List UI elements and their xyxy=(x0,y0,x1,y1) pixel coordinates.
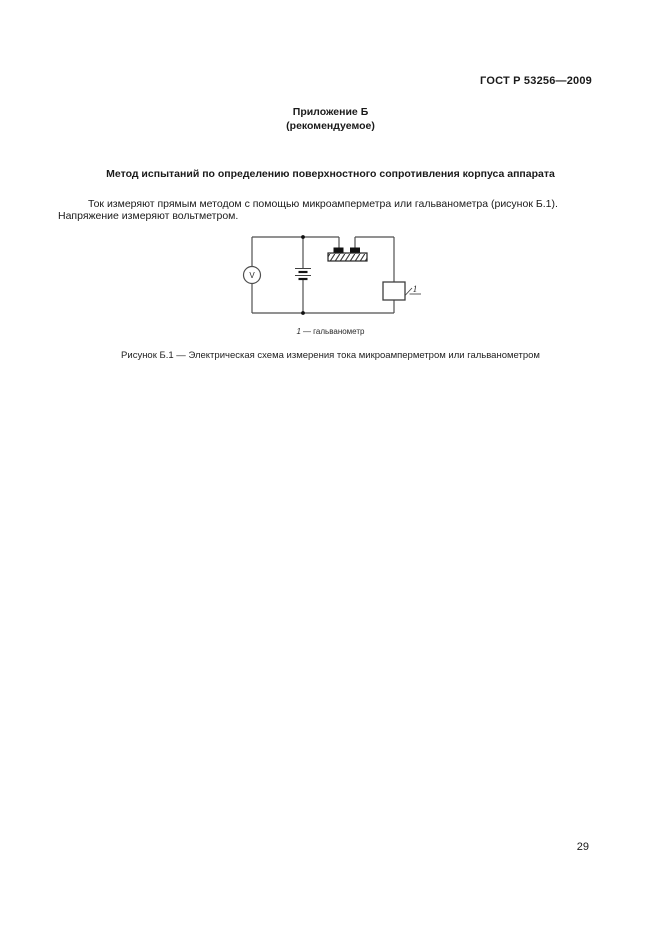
circuit-diagram xyxy=(240,230,440,330)
figure-legend xyxy=(0,327,661,336)
galvanometer-box xyxy=(383,282,405,300)
standard-reference: ГОСТ Р 53256—2009 xyxy=(480,75,592,87)
junction-dot-bottom xyxy=(301,311,305,315)
section-heading: Метод испытаний по определению поверхностного сопротивления корпуса аппарата xyxy=(106,168,555,180)
callout-label: 1 xyxy=(412,284,418,294)
page-number: 29 xyxy=(576,841,589,853)
circuit-wires xyxy=(252,237,394,313)
appendix-type: (рекомендуемое) xyxy=(286,120,375,132)
figure-caption: Рисунок Б.1 — Электрическая схема измерения тока микроамперметром или гальванометром xyxy=(121,350,540,361)
appendix-block xyxy=(0,105,661,133)
right-electrode xyxy=(350,248,360,254)
legend-item-ref: 1 xyxy=(296,327,301,336)
appendix-title: Приложение Б xyxy=(292,106,369,118)
legend-item-text: — гальванометр xyxy=(302,327,365,336)
junction-dot-top xyxy=(301,235,305,239)
voltmeter-label: V xyxy=(249,271,255,280)
left-electrode xyxy=(334,248,344,254)
body-paragraph: Ток измеряют прямым методом с помощью микроамперметра или гальванометра (рисунок Б.1). Напряжение измеряют вольтметром. xyxy=(58,198,558,223)
battery-icon xyxy=(295,269,311,280)
sample-plate xyxy=(328,253,367,261)
